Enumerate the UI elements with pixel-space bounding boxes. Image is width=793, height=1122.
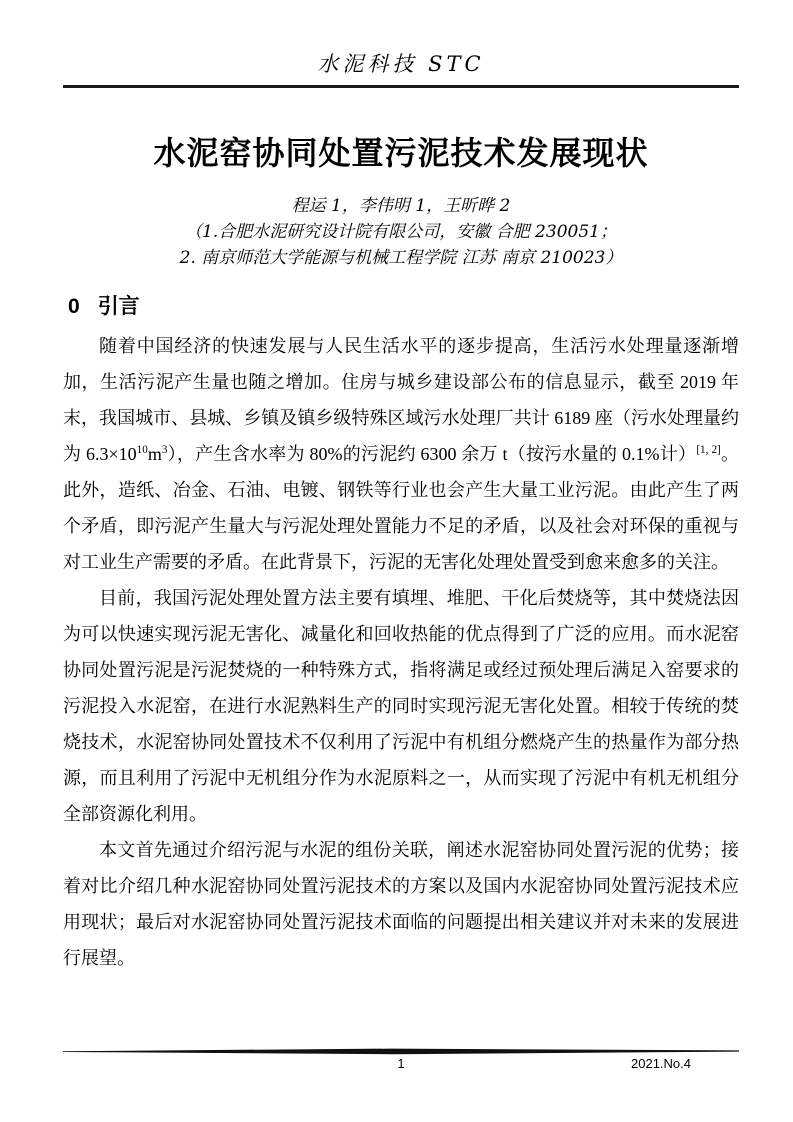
journal-header: 水泥科技 STC bbox=[317, 52, 485, 76]
page-number: 1 bbox=[397, 1056, 405, 1071]
paragraph: 随着中国经济的快速发展与人民生活水平的逐步提高，生活污水处理量逐渐增加，生活污泥产生量也随之增加。住房与城乡建设部公布的信息显示，截至 2019 年末，我国城市、县城、乡镇及镇乡级特殊区域污水处理厂共计 6189 座（污水处理量约为 $6.3\times 10^{10}m^3$），产生含水率为 80%的污泥约 6300 余万 t（按污水量的 0.1%计）[1, 2]。此外，造纸、冶金、石油、电镀、钢铁等行业也会产生大量工业污泥。由此产生了两个矛盾，即污泥产生量大与污泥处理处置能力不足的矛盾，以及社会对环保的重视与对工业生产需要的矛盾。在此背景下，污泥的无害化处理处置受到愈来愈多的关注。 bbox=[63, 336, 739, 572]
section-number: 0 bbox=[68, 295, 80, 318]
header-divider bbox=[63, 85, 739, 88]
section-label: 引言 bbox=[97, 295, 140, 318]
section-heading bbox=[68, 290, 738, 320]
authors-line: 程运 1，李伟明 1，王昕晔 2 bbox=[291, 196, 511, 216]
paragraph: 目前，我国污泥处理处置方法主要有填埋、堆肥、干化后焚烧等，其中焚烧法因为可以快速实现污泥无害化、减量化和回收热能的优点得到了广泛的应用。而水泥窑协同处置污泥是污泥焚烧的一种特殊方式，指将满足或经过预处理后满足入窑要求的污泥投入水泥窑，在进行水泥熟料生产的同时实现污泥无害化处置。相较于传统的焚烧技术，水泥窑协同处置技术不仅利用了污泥中有机组分燃烧产生的热量作为部分热源，而且利用了污泥中无机组分作为水泥原料之一，从而实现了污泥中有机无机组分全部资源化利用。 bbox=[63, 588, 739, 824]
affiliation-line: （1.合肥水泥研究设计院有限公司，安徽 合肥 230051； bbox=[185, 222, 617, 242]
footer-divider bbox=[63, 1048, 739, 1055]
tapered-rule-shape bbox=[63, 1048, 739, 1055]
article-title: 水泥窑协同处置污泥技术发展现状 bbox=[153, 135, 649, 171]
issue-label: 2021.No.4 bbox=[631, 1056, 691, 1071]
affiliation-line: 2. 南京师范大学能源与机械工程学院 江苏 南京 210023） bbox=[179, 248, 623, 268]
affiliations bbox=[63, 219, 739, 271]
article-body bbox=[63, 328, 739, 976]
page-footer bbox=[63, 1056, 739, 1078]
paragraph: 本文首先通过介绍污泥与水泥的组份关联，阐述水泥窑协同处置污泥的优势；接着对比介绍几种水泥窑协同处置污泥技术的方案以及国内水泥窑协同处置污泥技术应用现状；最后对水泥窑协同处置污泥技术面临的问题提出相关建议并对未来的发展进行展望。 bbox=[63, 840, 739, 968]
